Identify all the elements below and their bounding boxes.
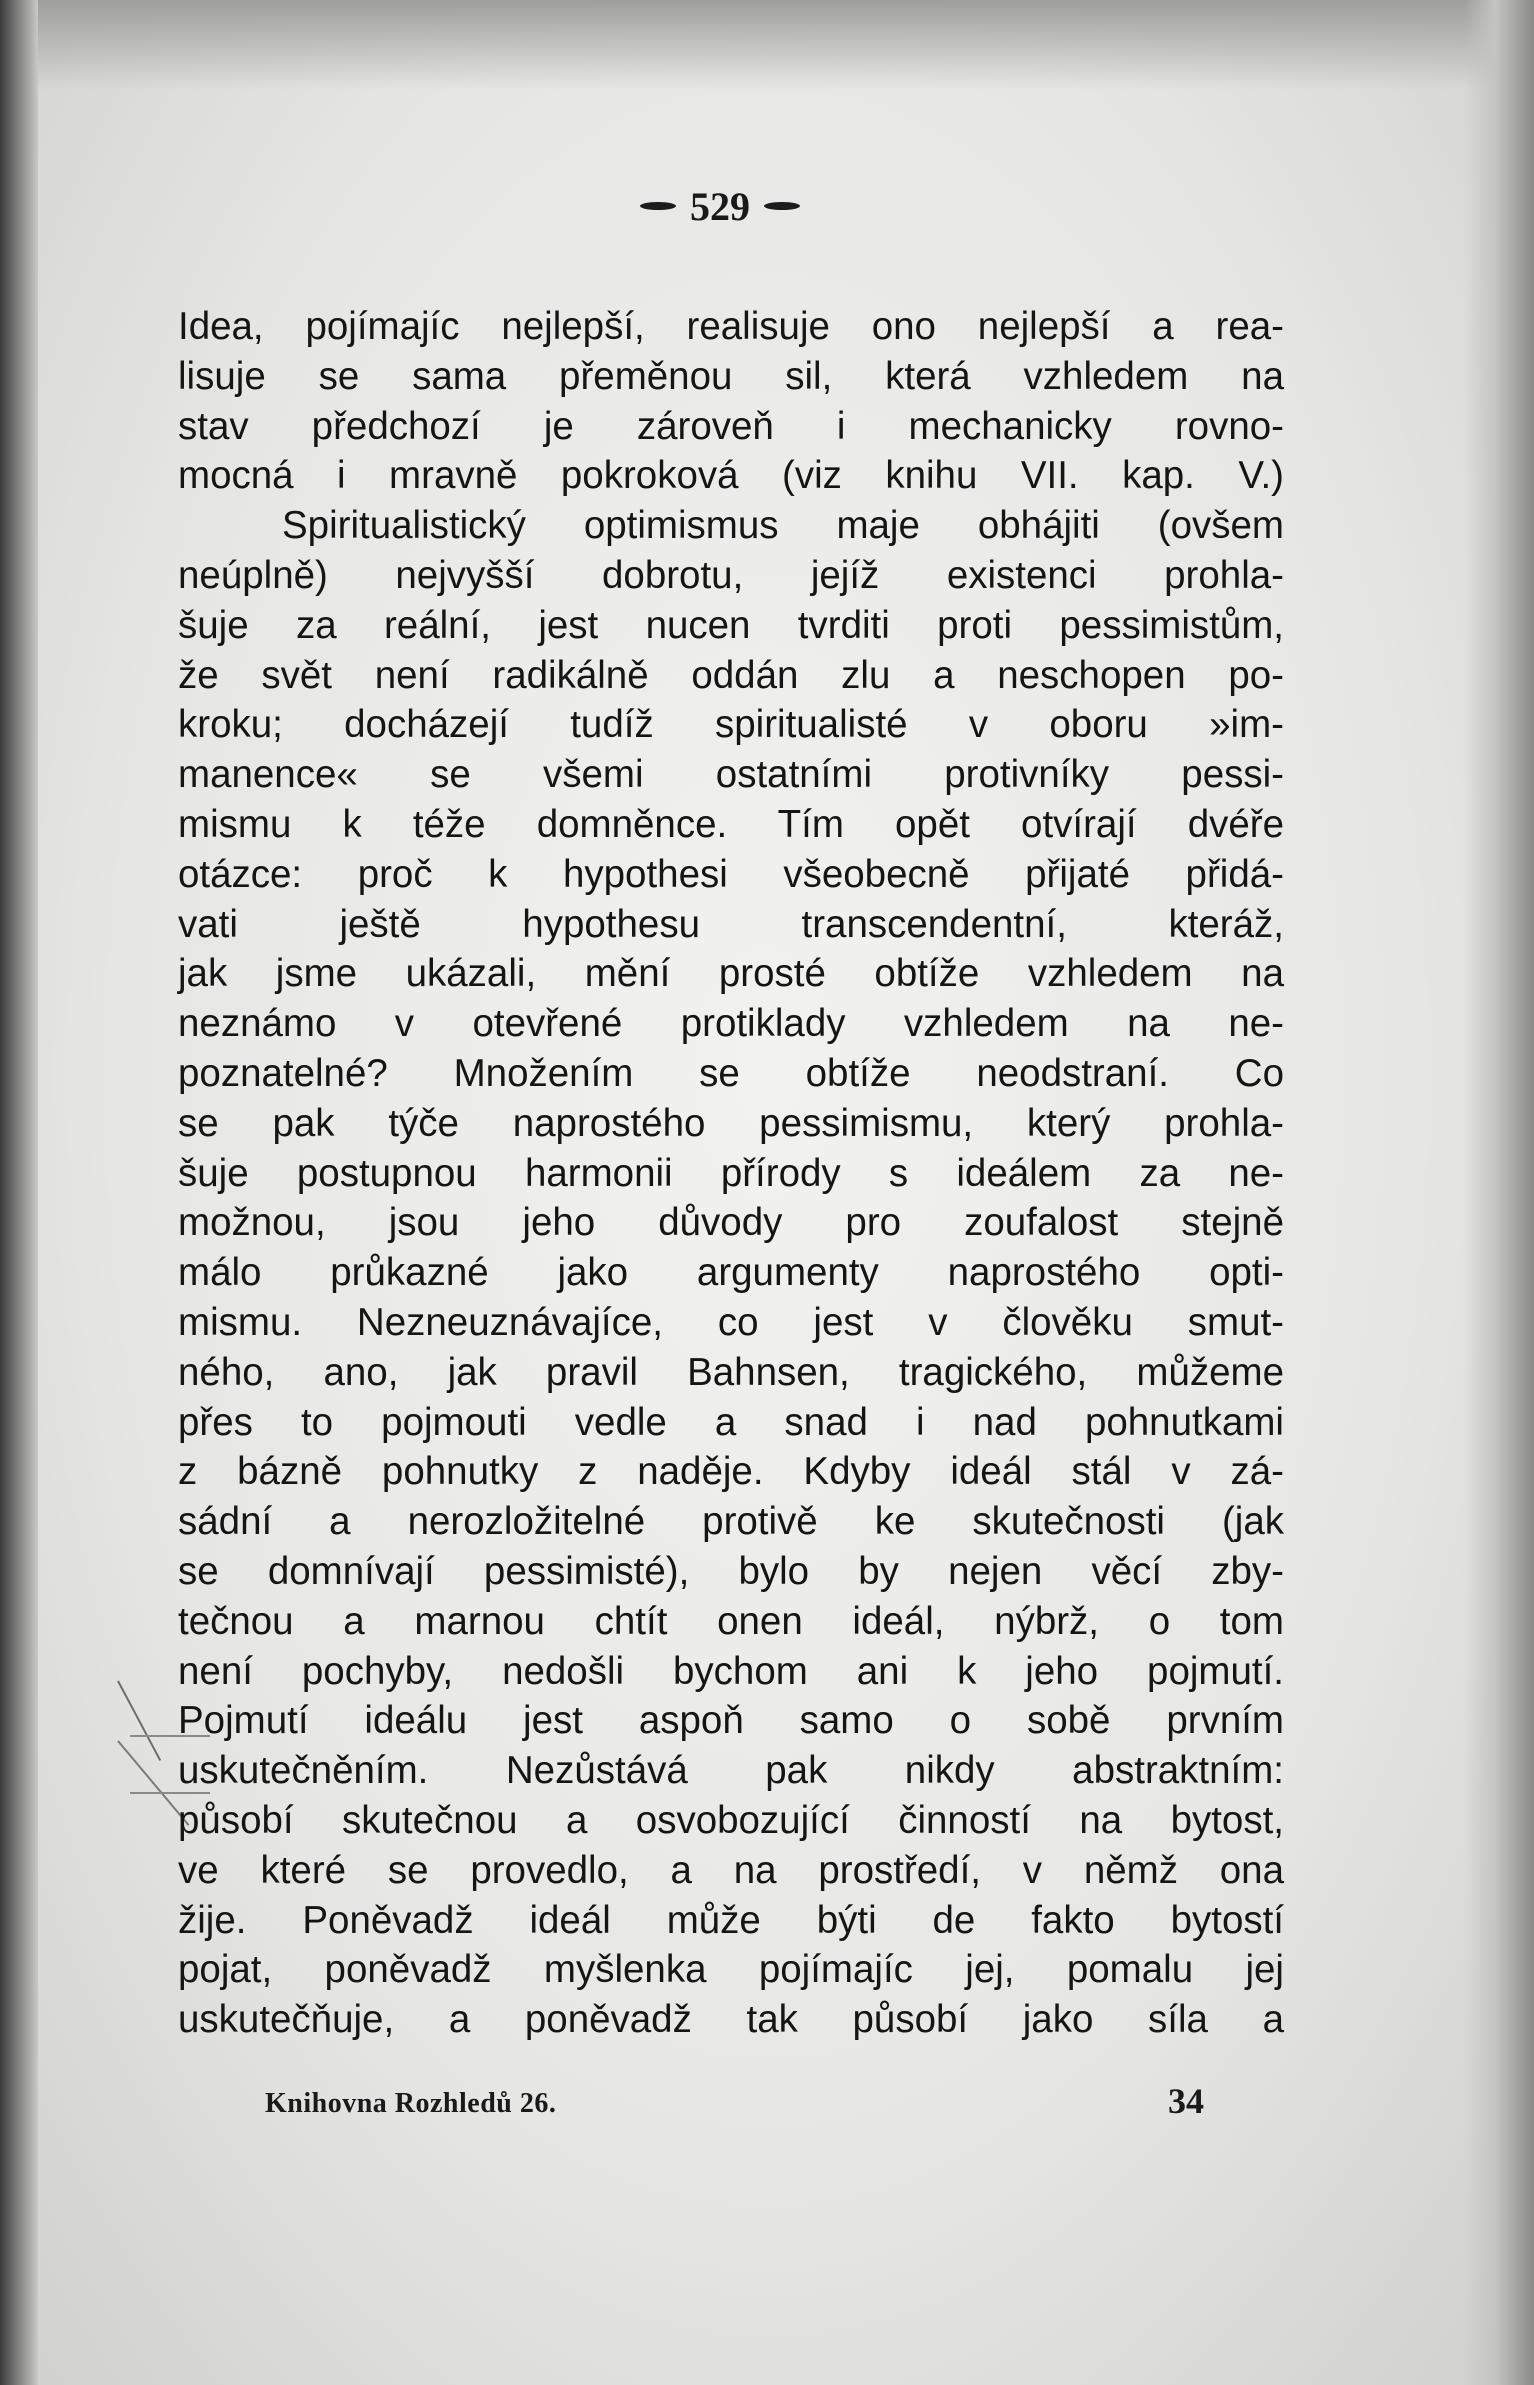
body-text [178,302,1284,2045]
text-line: se pak týče naprostého pessimismu, který prohla- [178,1101,1284,1145]
text-line: mismu. Nezneuznávajíce, co jest v člověku smut- [178,1300,1284,1344]
text-line: Spiritualistický optimismus maje obhájiti (ovšem [282,504,1284,548]
page-left-edge [0,0,38,2385]
text-line: tečnou a marnou chtít onen ideál, nýbrž, o tom [178,1599,1284,1643]
text-line: vati ještě hypothesu transcendentní, kteráž, [178,902,1284,946]
text-line: mocná i mravně pokroková (viz knihu VII. kap. V.) [178,454,1284,498]
text-line: šuje postupnou harmonii přírody s ideálem za ne- [178,1151,1284,1195]
text-line: uskutečňuje, a poněvadž tak působí jako síla a [178,1998,1284,2042]
text-line: kroku; docházejí tudíž spiritualisté v oboru »im- [178,703,1284,747]
text-line: se domnívají pessimisté), bylo by nejen věcí zby- [178,1549,1284,1593]
text-line: není pochyby, nedošli bychom ani k jeho pojmutí. [178,1649,1284,1693]
ornament-left-icon [640,202,676,210]
text-line: neúplně) nejvyšší dobrotu, jejíž existenci prohla- [178,553,1284,597]
page-right-edge [1464,0,1534,2385]
text-line: málo průkazné jako argumenty naprostého opti- [178,1251,1284,1295]
text-line: působí skutečnou a osvobozující činností na bytost, [178,1798,1284,1842]
text-line: otázce: proč k hypothesi všeobecně přijaté přidá- [178,852,1284,896]
text-line: lisuje se sama přeměnou sil, která vzhledem na [178,354,1284,398]
text-line: šuje za reální, jest nucen tvrditi proti pessimistům, [178,603,1284,647]
text-line: pojat, poněvadž myšlenka pojímajíc jej, pomalu jej [178,1948,1284,1992]
text-line: ve které se provedlo, a na prostředí, v němž ona [178,1848,1284,1892]
text-line: přes to pojmouti vedle a snad i nad pohnutkami [178,1400,1284,1444]
text-line: Pojmutí ideálu jest aspoň samo o sobě prvním [178,1699,1284,1743]
page-header [620,178,820,234]
text-line: že svět není radikálně oddán zlu a neschopen po- [178,653,1284,697]
text-line: možnou, jsou jeho důvody pro zoufalost stejně [178,1201,1284,1245]
text-line: ného, ano, jak pravil Bahnsen, tragického, můžeme [178,1350,1284,1394]
text-line: manence« se všemi ostatními protivníky pessi- [178,753,1284,797]
page-number: 529 [690,183,750,229]
text-line: z bázně pohnutky z naděje. Kdyby ideál stál v zá- [178,1450,1284,1494]
text-line: stav předchozí je zároveň i mechanicky rovno- [178,404,1284,448]
ornament-right-icon [764,202,800,210]
footer-series: Knihovna Rozhledů 26. [265,2088,557,2119]
text-line: sádní a nerozložitelné protivě ke skutečnosti (jak [178,1500,1284,1544]
text-line: Idea, pojímajíc nejlepší, realisuje ono nejlepší a rea- [178,305,1284,348]
text-line: jak jsme ukázali, mění prosté obtíže vzhledem na [178,952,1284,996]
text-line: uskutečněním. Nezůstává pak nikdy abstraktním: [178,1749,1284,1793]
text-line: neznámo v otevřené protiklady vzhledem na ne- [178,1002,1284,1046]
page-top-shadow [0,0,1534,90]
text-line: mismu k téže domněnce. Tím opět otvírají dvéře [178,802,1284,846]
text-line: žije. Poněvadž ideál může býti de fakto bytostí [178,1898,1284,1942]
text-line: poznatelné? Množením se obtíže neodstraní. Co [178,1051,1284,1095]
footer-signature: 34 [1168,2081,1204,2121]
